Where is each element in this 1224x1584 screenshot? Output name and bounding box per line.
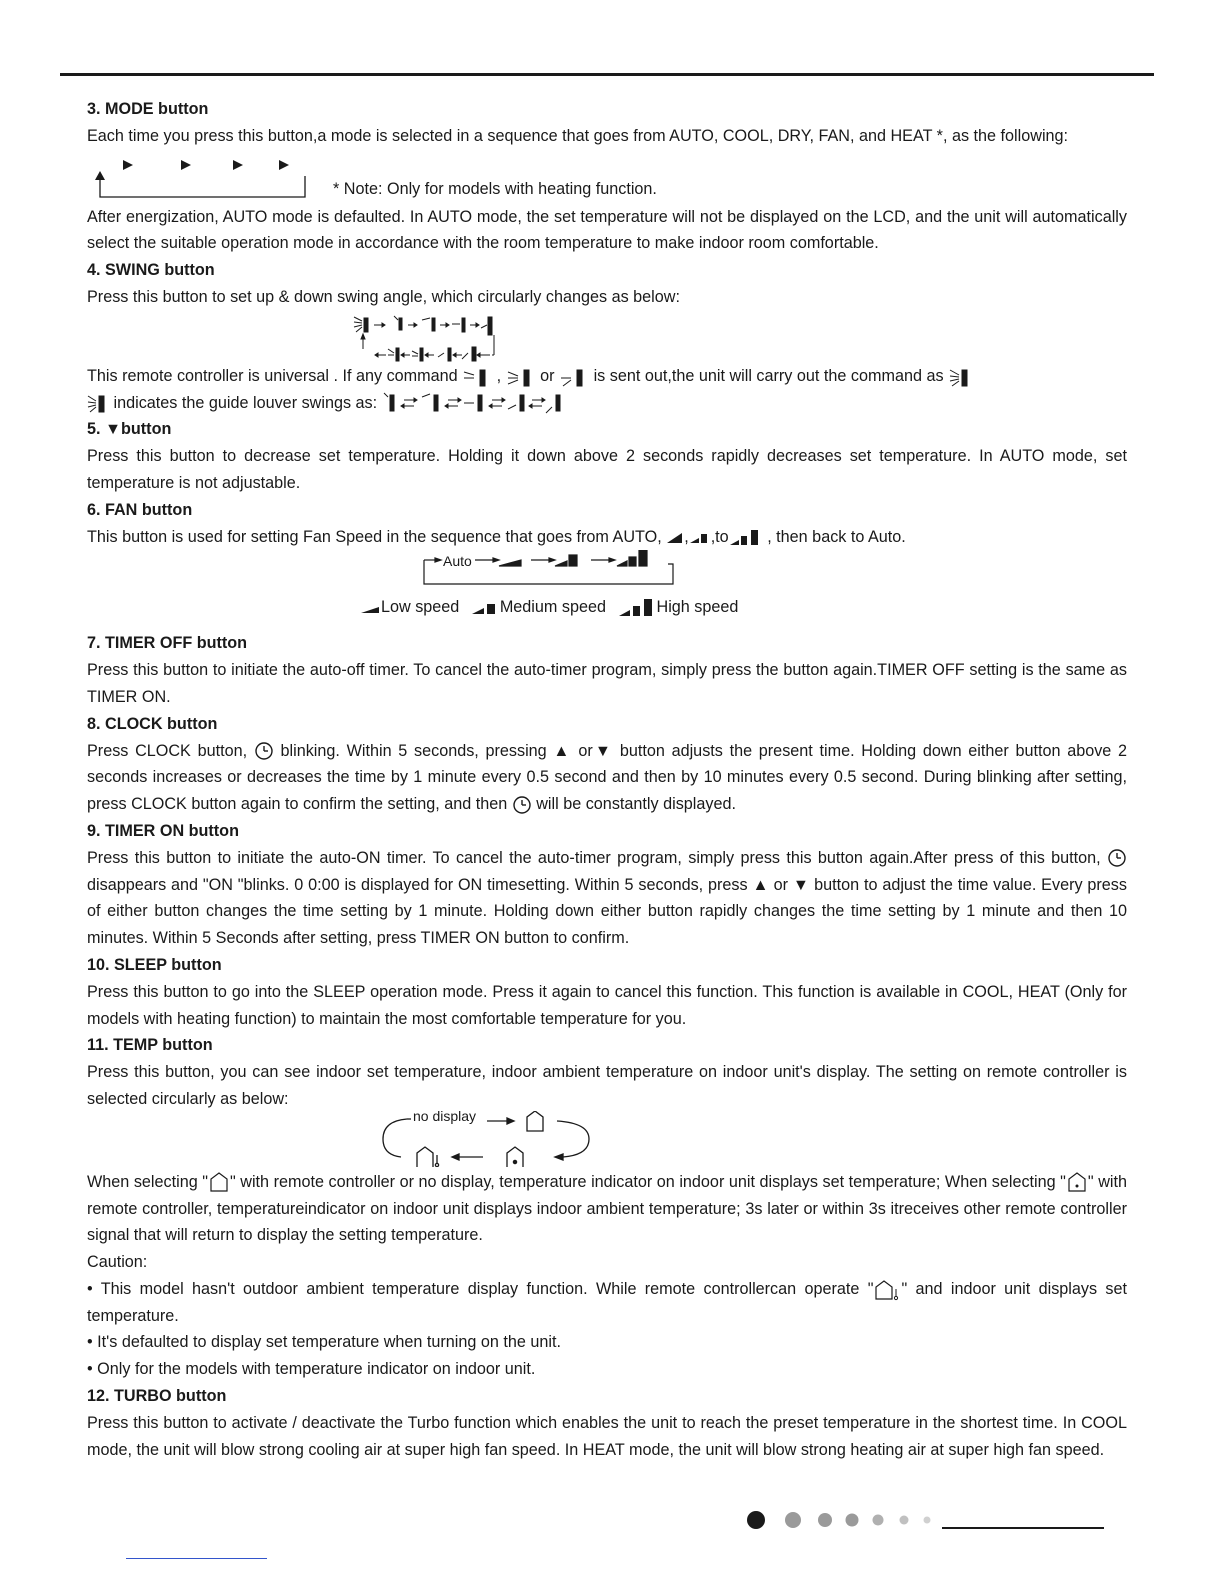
fan-intro-sep-1: ,: [684, 527, 689, 546]
swing-full-icon: [948, 366, 974, 388]
swing-intro: Press this button to set up & down swing angle, which circularly changes as below:: [87, 287, 680, 306]
swing-universal-text-b: ,: [496, 366, 502, 385]
clock-icon-3: [1107, 848, 1127, 868]
louver-swing-sequence-icon: [382, 391, 572, 415]
mode-intro: Each time you press this button,a mode is selected in a sequence that goes from AUTO, COOL, DRY, FAN, and HEAT *, as the following:: [87, 126, 1069, 145]
temp-intro: Press this button, you can see indoor set temperature, indoor ambient temperature on indoor unit's display. The setting on remote controller is selected circularly as below:: [87, 1063, 1127, 1108]
swing-cycle-diagram: [87, 311, 1127, 363]
footer-link-underline: [126, 1558, 267, 1559]
fan-speed-legend: [359, 594, 738, 621]
caution-label: Caution:: [87, 1253, 148, 1272]
fan-intro-sep-2: ,to: [710, 527, 729, 546]
swing-full-icon-2: [87, 392, 109, 414]
legend-medium-icon: [470, 600, 500, 616]
caution-bullet-1-a: • This model hasn't outdoor ambient temperature display function. While remote controllercan operate ": [87, 1279, 874, 1298]
swing-angle-icon-b: [506, 366, 536, 388]
swing-universal-text-a: This remote controller is universal . If any command: [87, 366, 458, 385]
house-indoor-temp-icon: [1066, 1171, 1088, 1193]
clock-body-a: Press CLOCK button,: [87, 741, 248, 760]
mode-body: After energization, AUTO mode is defaulted. In AUTO mode, the set temperature will not be displayed on the LCD, and the unit will automatically select the suitable operation mode in accordance with the room temperature to make indoor room comfortable.: [87, 207, 1127, 253]
fan-intro-line: [87, 524, 1127, 551]
temp-cycle-arrows: [377, 1111, 607, 1167]
clock-body: [87, 738, 1127, 818]
legend-medium-label: Medium speed: [499, 598, 606, 617]
clock-icon-2: [512, 795, 532, 815]
timer-off-heading: 7. TIMER OFF button: [87, 634, 248, 653]
swing-cycle-icons: [352, 313, 512, 365]
mode-sequence-diagram: [87, 150, 1127, 204]
mode-cycle-arrows: [87, 150, 317, 204]
fan-low-icon: [666, 529, 684, 545]
turbo-heading: 12. TURBO button: [87, 1387, 227, 1406]
swing-universal-line: [87, 363, 1127, 390]
temp-cycle-label: no display: [413, 1107, 477, 1124]
swing-louver-text: indicates the guide louver swings as:: [113, 393, 378, 412]
fan-cycle-auto-label: Auto: [443, 553, 472, 570]
timer-off-body: Press this button to initiate the auto-off timer. To cancel the auto-timer program, simply press the button again.TIMER OFF setting is the same as TIMER ON.: [87, 661, 1127, 706]
fan-medium-icon: [689, 529, 711, 545]
clock-body-c: will be constantly displayed.: [536, 795, 736, 814]
legend-low-label: Low speed: [381, 598, 460, 617]
sleep-heading: 10. SLEEP button: [87, 955, 222, 974]
swing-angle-icon-c: [559, 366, 589, 388]
fan-intro-text-b: , then back to Auto.: [767, 527, 906, 546]
clock-heading: 8. CLOCK button: [87, 714, 218, 733]
turbo-body: Press this button to activate / deactivate the Turbo function which enables the unit to reach the preset temperature in the shortest time. In COOL mode, the unit will blow strong cooling air at super high fan speed. In HEAT mode, the unit will blow strong heating air at super high fan speed.: [87, 1413, 1127, 1459]
temp-selection-body: [87, 1169, 1127, 1249]
swing-louver-line: [87, 390, 1127, 417]
timer-on-heading: 9. TIMER ON button: [87, 821, 239, 840]
header-rule: [60, 73, 1154, 76]
document-body: [87, 96, 1127, 1463]
down-body: Press this button to decrease set temperature. Holding it down above 2 seconds rapidly decreases set temperature. In AUTO mode, set temperature is not adjustable.: [87, 447, 1127, 492]
house-icon: [208, 1171, 230, 1193]
mode-heading: 3. MODE button: [87, 100, 209, 118]
fan-intro-text-a: This button is used for setting Fan Speed in the sequence that goes from AUTO,: [87, 527, 662, 546]
temp-selection-c: " with remote controller, temperatureindicator on indoor unit displays indoor ambient temperature; 3s later or within 3s itreceives other remote controller signal that will return to display the setting temperature.: [87, 1172, 1127, 1245]
swing-universal-text-c: or: [540, 366, 555, 385]
fan-heading: 6. FAN button: [87, 500, 193, 519]
fan-cycle-diagram: [87, 550, 1127, 630]
down-heading: 5. ▼button: [87, 420, 172, 439]
footer-rule: [942, 1527, 1104, 1529]
caution-bullet-2: • It's defaulted to display set temperature when turning on the unit.: [87, 1333, 561, 1352]
legend-high-icon: [617, 598, 657, 618]
sleep-body: Press this button to go into the SLEEP operation mode. Press it again to cancel this function. This function is available in COOL, HEAT (Only for models with heating function) to maintain the most comfortable temperature for you.: [87, 982, 1127, 1028]
caution-bullet-3: • Only for the models with temperature indicator on indoor unit.: [87, 1360, 536, 1379]
swing-universal-text-d: is sent out,the unit will carry out the command as: [593, 366, 944, 385]
legend-low-icon: [359, 601, 381, 615]
temp-cycle-diagram: [87, 1107, 1127, 1169]
clock-body-b: blinking. Within 5 seconds, pressing ▲ or▼ button adjusts the present time. Holding down either button above 2 seconds increases or decreases the time by 1 minute every 0.5 second and then by 10 minutes every 0.5 second. During blinking after setting, press CLOCK button again to confirm the setting, and then: [87, 741, 1128, 814]
temp-selection-a: When selecting ": [87, 1172, 208, 1191]
temp-selection-b: " with remote controller or no display, temperature indicator on indoor unit displays set temperature; When selecting ": [229, 1172, 1066, 1191]
timer-on-body: [87, 845, 1127, 952]
timer-on-body-a: Press this button to initiate the auto-ON timer. To cancel the auto-timer program, simply press this button again.After press of this button,: [87, 848, 1101, 867]
swing-angle-icon-a: [462, 366, 492, 388]
clock-icon: [254, 741, 274, 761]
caution-bullet-1-b: " and indoor unit displays set temperature.: [87, 1279, 1127, 1325]
fan-high-icon: [729, 527, 763, 547]
mode-note: * Note: Only for models with heating function.: [333, 179, 657, 198]
temp-heading: 11. TEMP button: [87, 1036, 213, 1055]
caution-bullet-1: [87, 1276, 1127, 1330]
swing-heading: 4. SWING button: [87, 261, 215, 280]
house-outdoor-temp-icon: [873, 1279, 901, 1301]
page-progress-dots: [746, 1510, 938, 1530]
legend-high-label: High speed: [656, 598, 739, 617]
timer-on-body-b: disappears and "ON "blinks. 0 0:00 is displayed for ON timesetting. Within 5 seconds, press ▲ or ▼ button to adjust the time value. Every press of either button changes the time setting by 1 minute. Holding down either button rapidly changes the time setting by 1 minute and then 10 minutes. Within 5 Seconds after setting, press TIMER ON button to confirm.: [87, 875, 1127, 948]
